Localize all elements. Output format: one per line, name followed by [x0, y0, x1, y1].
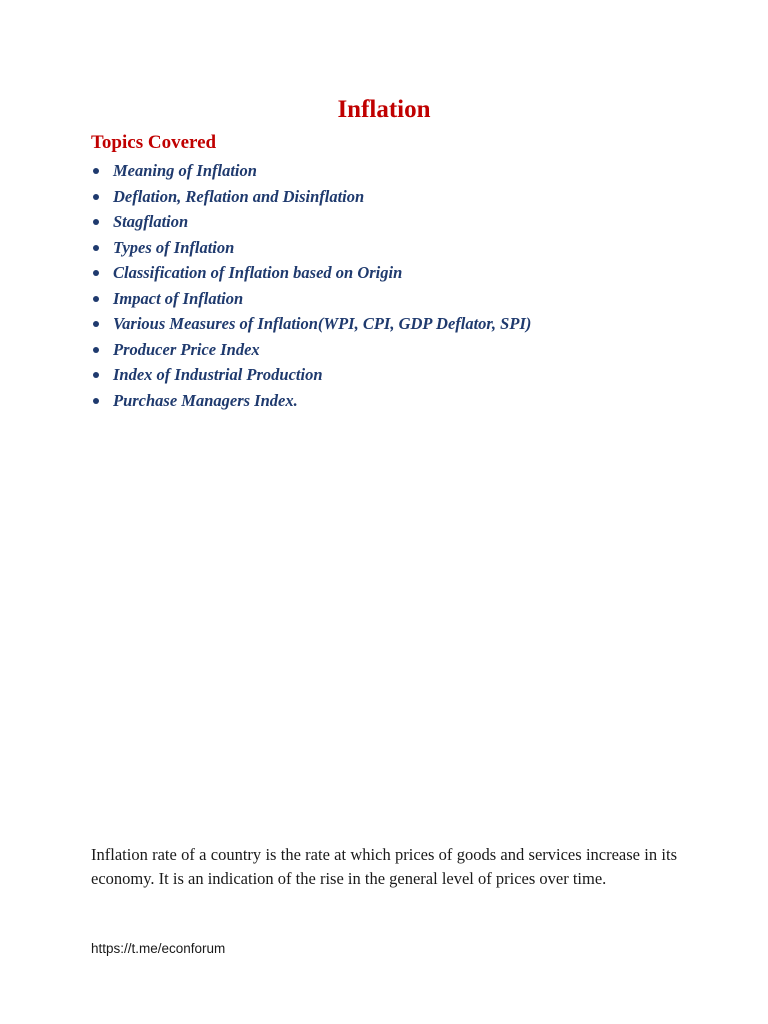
bullet-icon — [93, 372, 99, 378]
bullet-icon — [93, 245, 99, 251]
bullet-icon — [93, 347, 99, 353]
page-title: Inflation — [337, 96, 431, 123]
list-item — [91, 388, 531, 414]
list-item-label: Classification of Inflation based on Origin — [113, 263, 403, 282]
list-item — [91, 337, 531, 363]
bullet-icon — [93, 168, 99, 174]
list-item — [91, 184, 531, 210]
list-item-label: Types of Inflation — [113, 237, 235, 257]
list-item-label: Producer Price Index — [113, 339, 260, 359]
list-item-label: Stagflation — [113, 212, 189, 231]
list-item — [91, 286, 531, 312]
list-item-label: Deflation, Reflation and Disinflation — [113, 186, 365, 206]
bullet-icon — [93, 194, 99, 200]
list-item — [91, 311, 531, 337]
topics-list — [91, 158, 531, 413]
list-item-label: Purchase Managers Index. — [113, 390, 298, 410]
bullet-icon — [93, 296, 99, 302]
list-item — [91, 209, 531, 235]
bullet-icon — [93, 219, 99, 225]
body-paragraph: Inflation rate of a country is the rate at which prices of goods and services increase in its economy. It is an indication of the rise in the general level of prices over time. — [91, 845, 677, 888]
list-item-label: Meaning of Inflation — [113, 161, 257, 180]
list-item-label: Impact of Inflation — [113, 288, 244, 308]
telegram-link[interactable]: https://t.me/econforum — [91, 941, 226, 956]
bullet-icon — [93, 321, 99, 327]
list-item — [91, 158, 531, 184]
list-item-label: Index of Industrial Production — [113, 365, 323, 384]
list-item — [91, 235, 531, 261]
bullet-icon — [93, 270, 99, 276]
list-item-label: Various Measures of Inflation(WPI, CPI, GDP Deflator, SPI) — [113, 314, 532, 333]
list-item — [91, 362, 531, 388]
topics-heading: Topics Covered — [91, 132, 217, 153]
bullet-icon — [93, 398, 99, 404]
list-item — [91, 260, 531, 286]
